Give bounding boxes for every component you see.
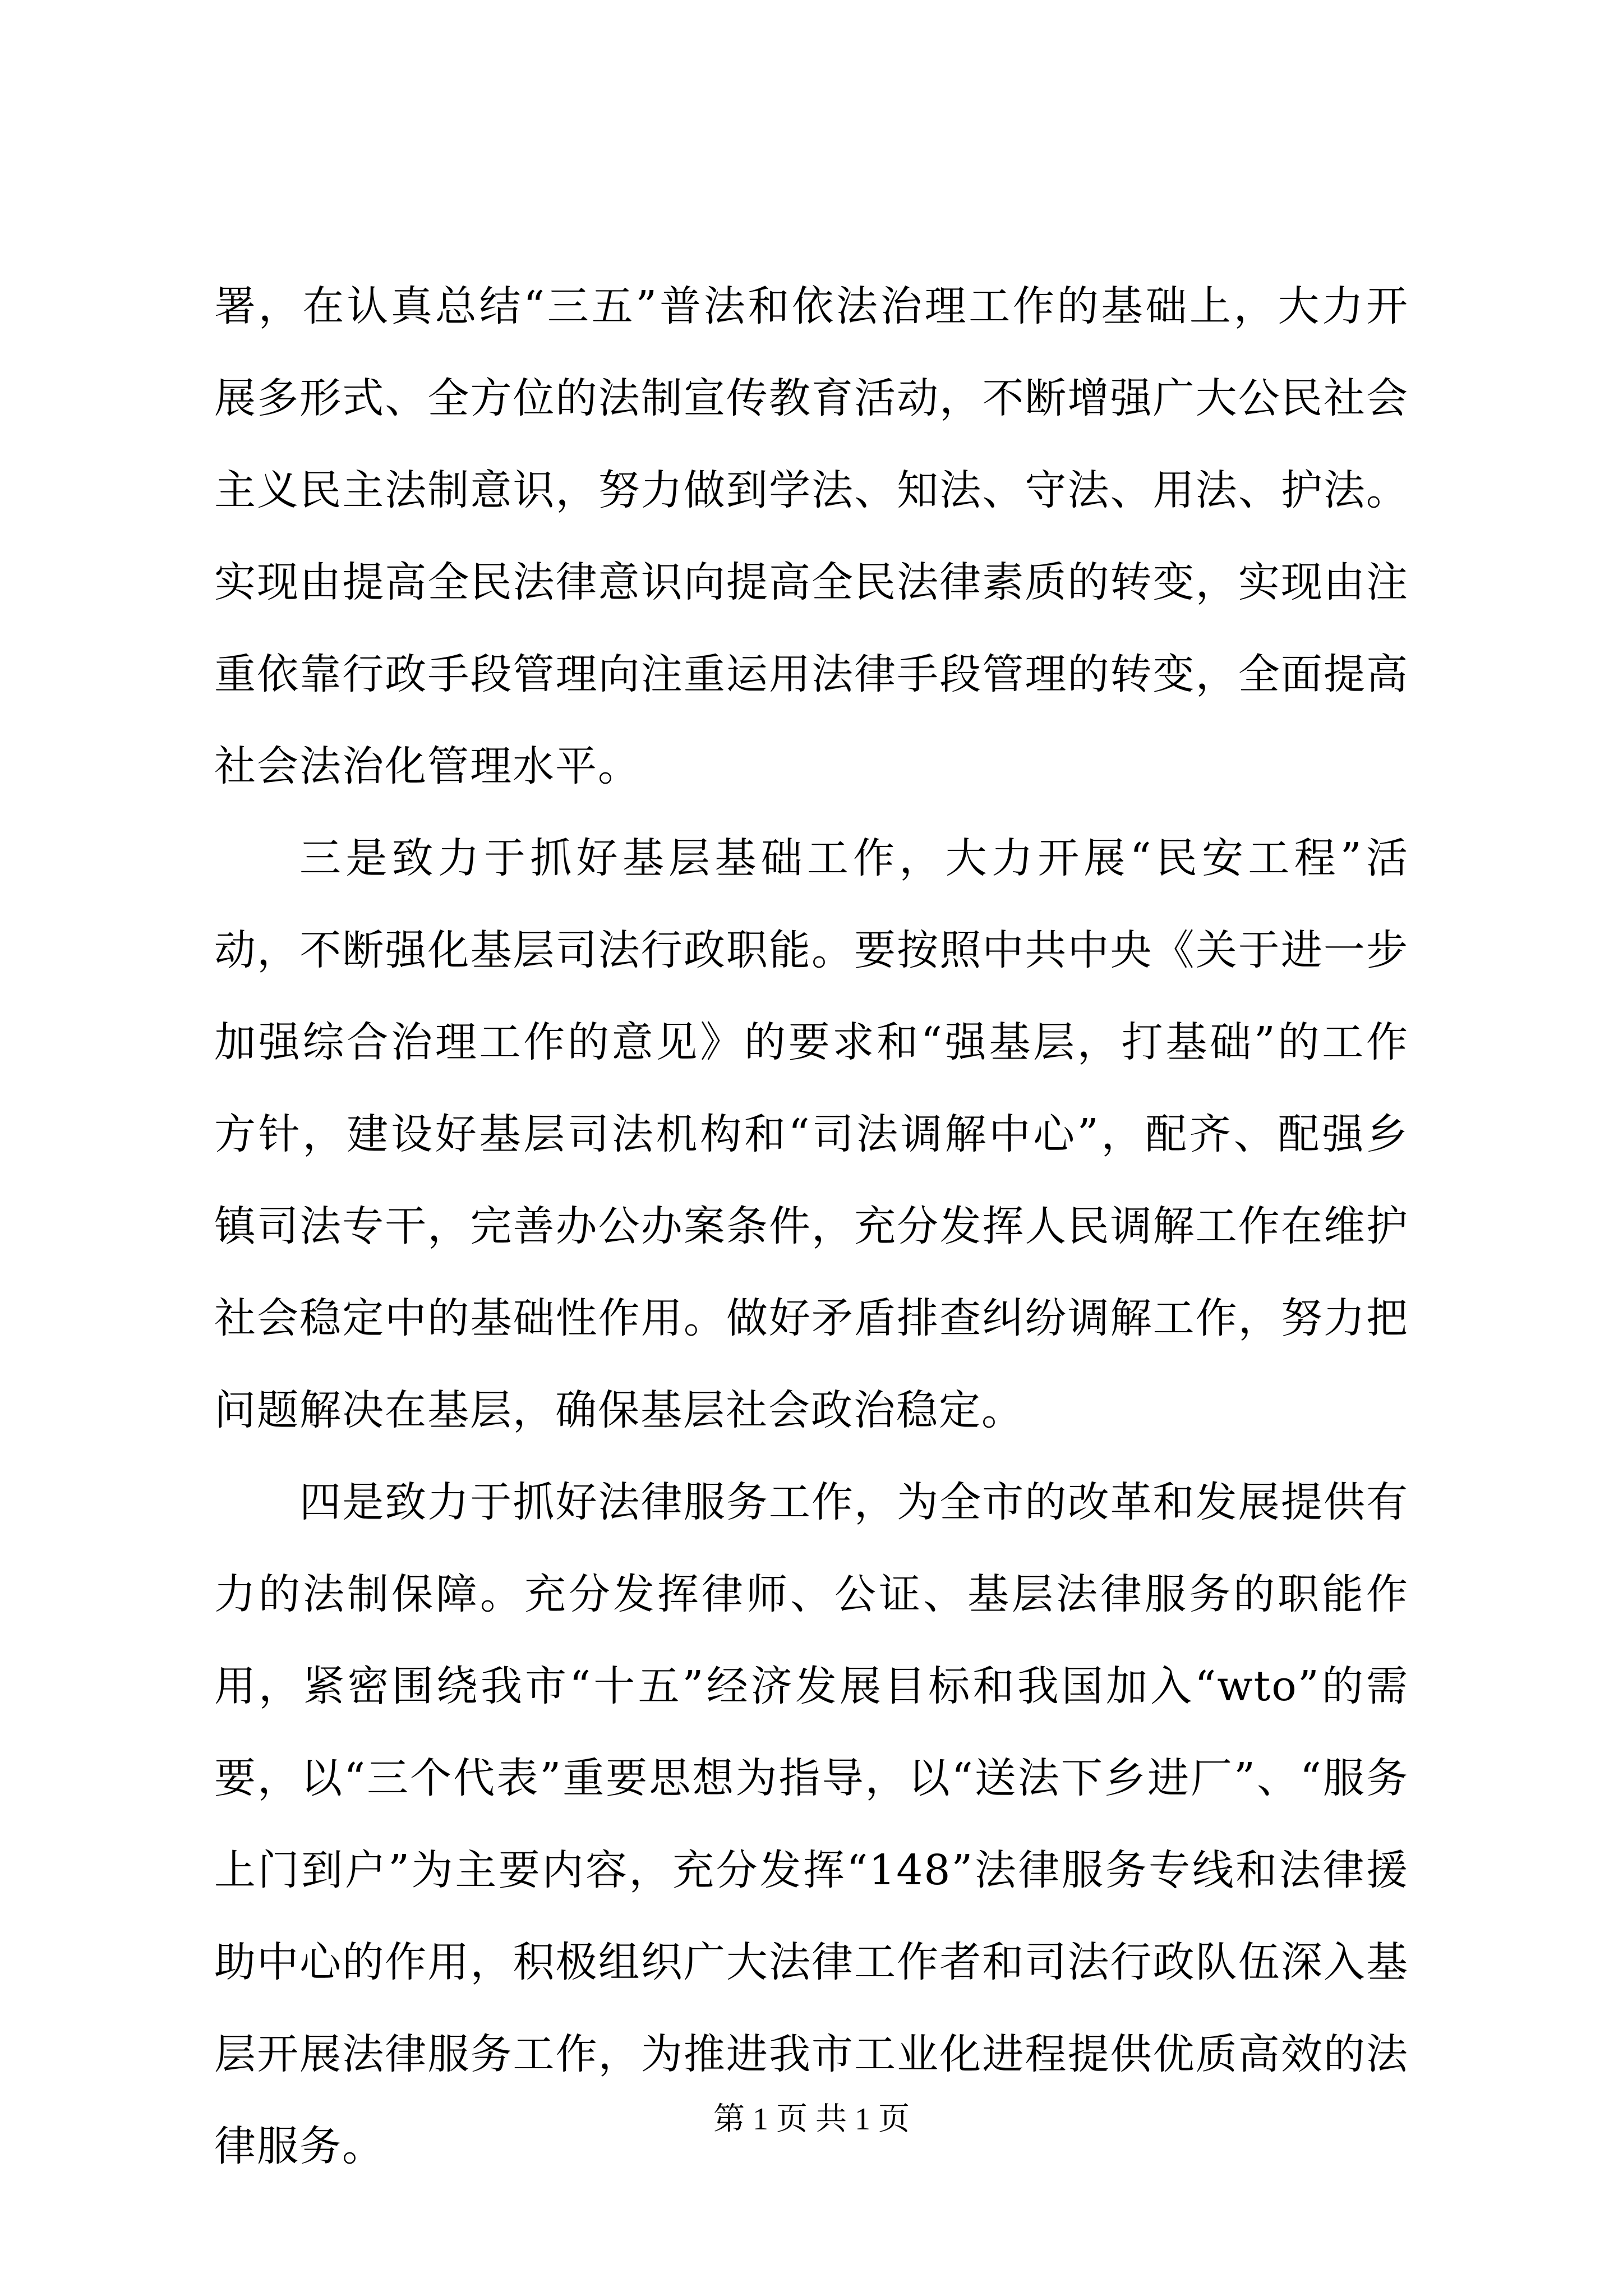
paragraph-continuation: 署，在认真总结“三五”普法和依法治理工作的基础上，大力开展多形式、全方位的法制宣传教育活动，不断增强广大公民社会主义民主法制意识，努力做到学法、知法、守法、用法、护法。实现由提高全民法律意识向提高全民法律素质的转变，实现由注重依靠行政手段管理向注重运用法律手段管理的转变，全面提高社会法治化管理水平。 xyxy=(214,282,1409,790)
paragraph-point-three: 三是致力于抓好基层基础工作，大力开展“民安工程”活动，不断强化基层司法行政职能。要按照中共中央《关于进一步加强综合治理工作的意见》的要求和“强基层，打基础”的工作方针，建设好基层司法机构和“司法调解中心”，配齐、配强乡镇司法专干，完善办公办案条件，充分发挥人民调解工作在维护社会稳定中的基础性作用。做好矛盾排查纠纷调解工作，努力把问题解决在基层，确保基层社会政治稳定。 xyxy=(214,834,1409,1434)
paragraph-point-four: 四是致力于抓好法律服务工作，为全市的改革和发展提供有力的法制保障。充分发挥律师、公证、基层法律服务的职能作用，紧密围绕我市“十五”经济发展目标和我国加入“wto”的需要，以“三个代表”重要思想为指导，以“送法下乡进厂”、“服务上门到户”为主要内容，充分发挥“148”法律服务专线和法律援助中心的作用，积极组织广大法律工作者和司法行政队伍深入基层开展法律服务工作，为推进我市工业化进程提供优质高效的法律服务。 xyxy=(214,1478,1409,2170)
document-body xyxy=(214,260,1409,2192)
page-footer: 第 1 页 共 1 页 xyxy=(713,2102,910,2137)
